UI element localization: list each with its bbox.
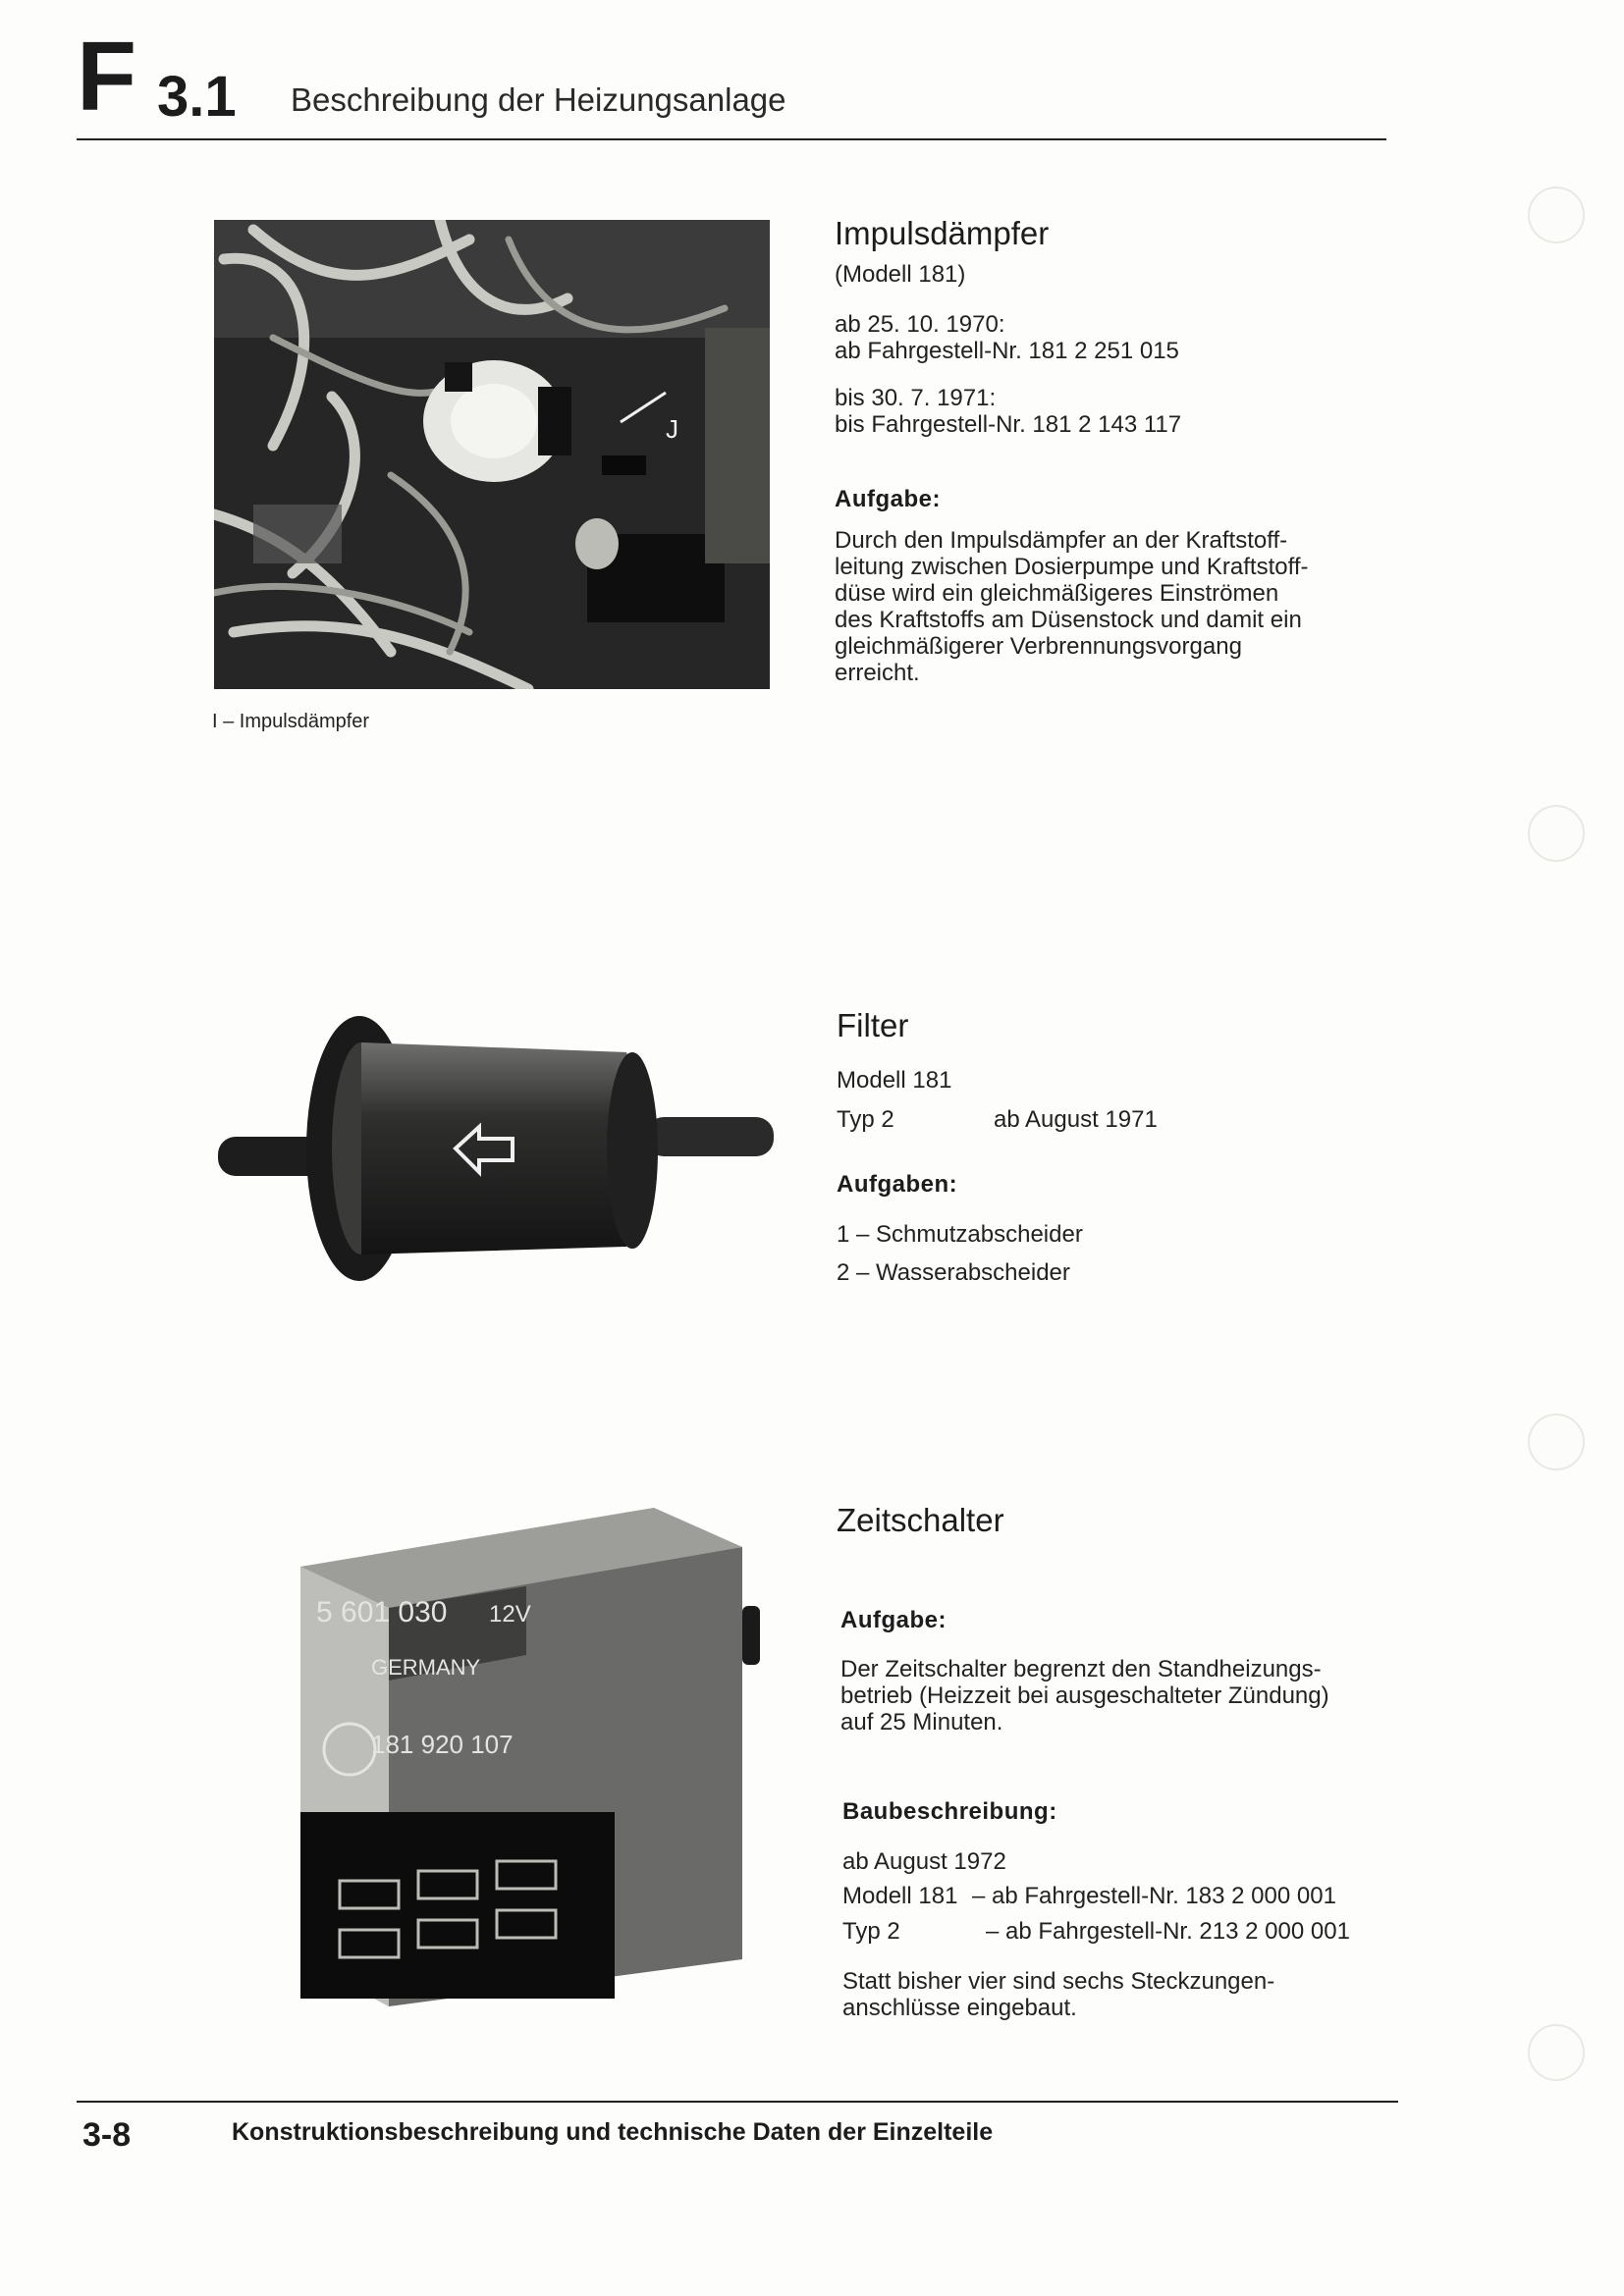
fuel-filter-photo [214, 1001, 784, 1286]
text-line: Durch den Impulsdämpfer an der Kraftstoff- [835, 527, 1288, 554]
filter-task-item: 1 – Schmutzabscheider [837, 1221, 1083, 1248]
binder-hole [1528, 1414, 1585, 1470]
footer-text: Konstruktionsbeschreibung und technische Daten der Einzelteile [232, 2118, 994, 2146]
impulse-task-text [835, 527, 1424, 686]
header-rule [77, 138, 1386, 140]
timer-note [842, 1968, 1412, 2021]
section-number: 3.1 [157, 65, 237, 129]
filter-type-label: Typ 2 [837, 1106, 894, 1133]
device-part-number: 5 601 030 [316, 1596, 448, 1629]
footer-rule [77, 2101, 1398, 2103]
page-number: 3-8 [82, 2116, 132, 2154]
text-line: anschlüsse eingebaut. [842, 1995, 1077, 2021]
photo-callout-label: J [666, 414, 678, 444]
text-line: des Kraftstoffs am Düsenstock und damit ein [835, 607, 1302, 633]
filter-tasks-heading: Aufgaben: [837, 1171, 958, 1198]
binder-hole [1528, 2024, 1585, 2081]
filter-model: Modell 181 [837, 1067, 952, 1094]
impulse-to-date: bis 30. 7. 1971: [835, 385, 997, 411]
text-line: leitung zwischen Dosierpumpe und Kraftstoff- [835, 554, 1309, 580]
device-voltage: 12V [489, 1601, 531, 1628]
timer-build-row-label: Modell 181 [842, 1883, 958, 1909]
impulse-task-heading: Aufgabe: [835, 486, 941, 512]
text-line: erreicht. [835, 660, 920, 686]
timer-build-row-value: – ab Fahrgestell-Nr. 213 2 000 001 [986, 1918, 1350, 1945]
timer-build-row-label: Typ 2 [842, 1918, 900, 1945]
timer-title: Zeitschalter [837, 1502, 1004, 1538]
text-line: Der Zeitschalter begrenzt den Standheizungs- [840, 1656, 1322, 1682]
timer-build-row-value: – ab Fahrgestell-Nr. 183 2 000 001 [972, 1883, 1336, 1909]
text-line: gleichmäßigerer Verbrennungsvorgang [835, 633, 1242, 660]
filter-title: Filter [837, 1007, 909, 1043]
impulse-damper-title: Impulsdämpfer [835, 215, 1050, 251]
impulse-to-chassis: bis Fahrgestell-Nr. 181 2 143 117 [835, 411, 1182, 438]
text-line: auf 25 Minuten. [840, 1709, 1003, 1735]
device-number: 181 920 107 [371, 1730, 514, 1759]
text-line: Statt bisher vier sind sechs Steckzungen- [842, 1968, 1275, 1995]
filter-task-item: 2 – Wasserabscheider [837, 1259, 1070, 1286]
impulse-from-date: ab 25. 10. 1970: [835, 311, 1005, 338]
binder-hole [1528, 805, 1585, 862]
timer-relay-photo [281, 1508, 778, 2006]
impulse-damper-caption: I – Impulsdämpfer [212, 711, 370, 732]
page-title: Beschreibung der Heizungsanlage [291, 81, 786, 118]
timer-build-heading: Baubeschreibung: [842, 1798, 1057, 1825]
timer-build-date: ab August 1972 [842, 1848, 1006, 1875]
text-line: düse wird ein gleichmäßigeres Einströmen [835, 580, 1279, 607]
timer-task-heading: Aufgabe: [840, 1607, 947, 1633]
section-letter: F [77, 22, 135, 132]
device-country: GERMANY [371, 1655, 481, 1680]
text-line: betrieb (Heizzeit bei ausgeschalteter Zündung) [840, 1682, 1329, 1709]
binder-hole [1528, 187, 1585, 243]
impulse-damper-photo [214, 220, 770, 689]
impulse-from-chassis: ab Fahrgestell-Nr. 181 2 251 015 [835, 338, 1179, 364]
impulse-damper-model: (Modell 181) [835, 261, 966, 288]
filter-type-value: ab August 1971 [994, 1106, 1158, 1133]
timer-task-text [840, 1656, 1410, 1735]
